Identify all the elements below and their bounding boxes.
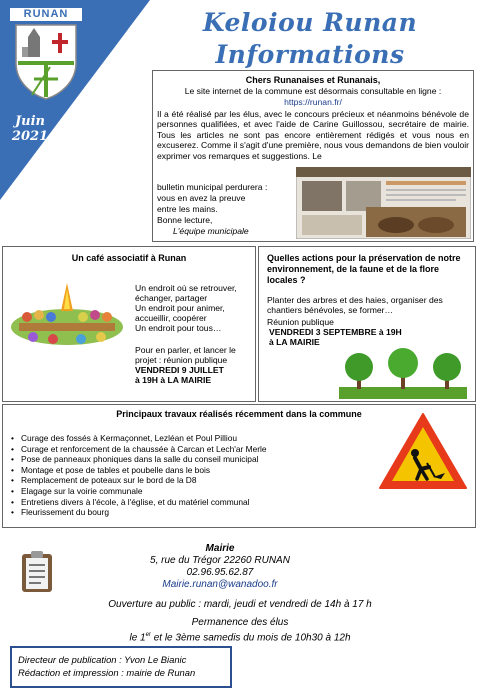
cafe-line2: échanger, partager — [135, 293, 208, 303]
permanence-title: Permanence des élus — [191, 617, 289, 628]
intro-paragraph: Il a été réalisé par les élus, avec le concours précieux et néanmoins bénévole de personnes qualifiées, et avec l'aide de Carine Guillossou, secrétaire de mairie. Tous les articles ne sont pas encore entièrement rédigés et vous nous en excuserez. Comme il s'agit d'une première, nous vous demandons de bien vouloir exprimer vos remarques et suggestions. Le — [157, 109, 469, 161]
intro-bulletin-line3: entre les mains. — [157, 204, 218, 214]
mairie-email-link[interactable]: Mairie.runan@wanadoo.fr — [162, 579, 278, 590]
intro-heading: Chers Runanaises et Runanais, — [245, 75, 381, 85]
permanence-sup: er — [145, 632, 151, 638]
roadworks-sign-icon — [377, 411, 469, 491]
environment-section — [258, 246, 476, 402]
works-list — [9, 433, 349, 518]
intro-section — [152, 70, 474, 242]
trees-illustration — [339, 347, 467, 399]
list-item: • Curage des fossés à Kermaçonnet, Lezléan et Poul Pilliou — [9, 433, 349, 444]
coat-of-arms-logo — [10, 8, 82, 103]
intro-bulletin-line2: vous en avez la preuve — [157, 193, 246, 203]
list-item: • Pose de panneaux phoniques dans la salle du conseil municipal — [9, 454, 349, 465]
banquet-illustration — [9, 279, 125, 349]
cafe-section — [2, 246, 256, 402]
permanence-schedule — [0, 629, 480, 644]
intro-bulletin-line1: bulletin municipal perdurera : — [157, 182, 268, 192]
intro-line1: Le site internet de la commune est désormais consultable en ligne : — [184, 86, 442, 96]
cafe-line7: projet : réunion publique — [135, 355, 228, 365]
cafe-line4: accueillir, coopérer — [135, 313, 207, 323]
issue-date — [5, 114, 55, 144]
permanence-post: et le 3ème samedis du mois de 10h30 à 12h — [150, 632, 351, 644]
cafe-date: VENDREDI 9 JUILLET — [135, 365, 224, 375]
cafe-time-place: à 19H à LA MAIRIE — [135, 375, 212, 385]
page-title-line2: Informations — [215, 40, 405, 69]
logo-name: RUNAN — [10, 8, 82, 21]
cafe-line5: Un endroit pour tous… — [135, 323, 222, 333]
environment-line1: Planter des arbres et des haies, organiser des chantiers bénévoles, se former… — [267, 295, 443, 316]
mairie-opening-hours: Ouverture au public : mardi, jeudi et vendredi de 14h à 17 h — [108, 599, 372, 610]
list-item: • Entretiens divers à l'école, à l'église, et du matériel communal — [9, 497, 349, 508]
footer-editor: Rédaction et impression : mairie de Runan — [18, 667, 196, 678]
cafe-line3: Un endroit pour animer, — [135, 303, 225, 313]
publication-footer — [10, 646, 232, 688]
environment-heading: Quelles actions pour la préservation de notre environnement, de la faune et de la flore locales ? — [267, 253, 461, 285]
site-url-link[interactable]: https://runan.fr/ — [284, 97, 342, 107]
list-item: • Elagage sur la voirie communale — [9, 486, 349, 497]
mairie-address: 5, rue du Trégor 22260 RUNAN — [150, 555, 290, 566]
list-item: • Remplacement de poteaux sur le bord de la D8 — [9, 475, 349, 486]
issue-month: Juin — [15, 114, 45, 129]
mairie-title: Mairie — [205, 543, 235, 554]
footer-director: Directeur de publication : Yvon Le Bianic — [18, 654, 187, 665]
cafe-heading: Un café associatif à Runan — [71, 253, 187, 263]
mairie-phone: 02.96.95.62.87 — [186, 567, 254, 578]
cafe-line1: Un endroit où se retrouver, — [135, 283, 237, 293]
intro-signature: L'équipe municipale — [173, 226, 249, 236]
environment-date: VENDREDI 3 SEPTEMBRE à 19H — [269, 327, 402, 337]
permanence-pre: le 1 — [129, 632, 146, 644]
shield-icon — [14, 23, 78, 101]
cafe-line6: Pour en parler, et lancer le — [135, 345, 236, 355]
list-item: • Montage et pose de tables et poubelle dans le bois — [9, 465, 349, 476]
list-item: • Fleurissement du bourg — [9, 507, 349, 518]
environment-line2: Réunion publique — [267, 317, 334, 327]
works-heading: Principaux travaux réalisés récemment dans la commune — [116, 409, 362, 419]
list-item: • Curage et renforcement de la chaussée à Carcan et Lech'ar Merle — [9, 444, 349, 455]
issue-year: 2021 — [11, 129, 49, 144]
environment-place: à LA MAIRIE — [269, 337, 320, 347]
website-screenshot-image — [296, 167, 471, 239]
works-section — [2, 404, 476, 528]
page-title-line1: Keloiou Runan — [202, 8, 418, 37]
intro-closing: Bonne lecture, — [157, 215, 213, 225]
